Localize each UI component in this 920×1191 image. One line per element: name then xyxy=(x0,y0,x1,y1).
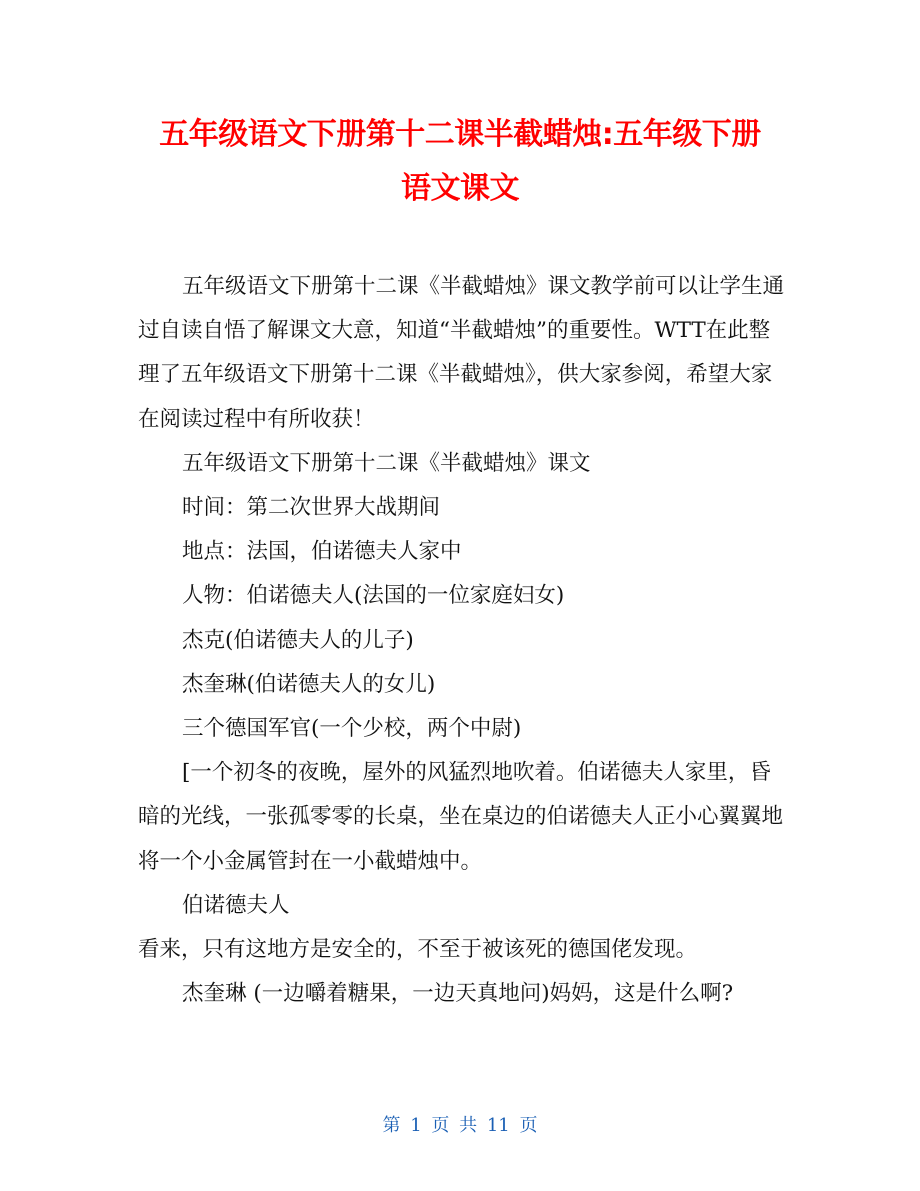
setting-time: 时间：第二次世界大战期间 xyxy=(182,495,441,521)
dialogue-line: 杰奎琳 (一边嚼着糖果，一边天真地问)妈妈，这是什么啊? xyxy=(182,981,734,1007)
character-list: 人物：伯诺德夫人(法国的一位家庭妇女) xyxy=(182,583,565,609)
intro-paragraph: 五年级语文下册第十二课《半截蜡烛》课文教学前可以让学生通过自读自悟了解课文大意，知道“半截蜡烛”的重要性。WTT在此整理了五年级语文下册第十二课《半截蜡烛》，供大家参阅，希望大家在阅读过程中有所收获！ xyxy=(138,274,785,432)
speaker-name: 伯诺德夫人 xyxy=(182,892,290,918)
setting-place: 地点：法国，伯诺德夫人家中 xyxy=(182,539,462,565)
page-indicator: 第 1 页 共 11 页 xyxy=(382,1115,538,1136)
stage-direction: [一个初冬的夜晚，屋外的风猛烈地吹着。伯诺德夫人家里，昏暗的光线，一张孤零零的长桌，坐在桌边的伯诺德夫人正小心翼翼地将一个小金属管封在一小截蜡烛中。 xyxy=(138,760,784,874)
title-line-2: 语文课文 xyxy=(401,171,519,206)
document-title xyxy=(120,108,800,216)
text-heading: 五年级语文下册第十二课《半截蜡烛》课文 xyxy=(182,450,591,476)
document-body xyxy=(138,265,784,1016)
character-jack: 杰克(伯诺德夫人的儿子) xyxy=(182,627,414,653)
dialogue-line: 看来，只有这地方是安全的，不至于被该死的德国佬发现。 xyxy=(138,937,698,963)
character-officers: 三个德国军官(一个少校，两个中尉) xyxy=(182,716,522,742)
character-jacqueline: 杰奎琳(伯诺德夫人的女儿) xyxy=(182,671,436,697)
title-line-1: 五年级语文下册第十二课半截蜡烛:五年级下册 xyxy=(159,117,761,152)
